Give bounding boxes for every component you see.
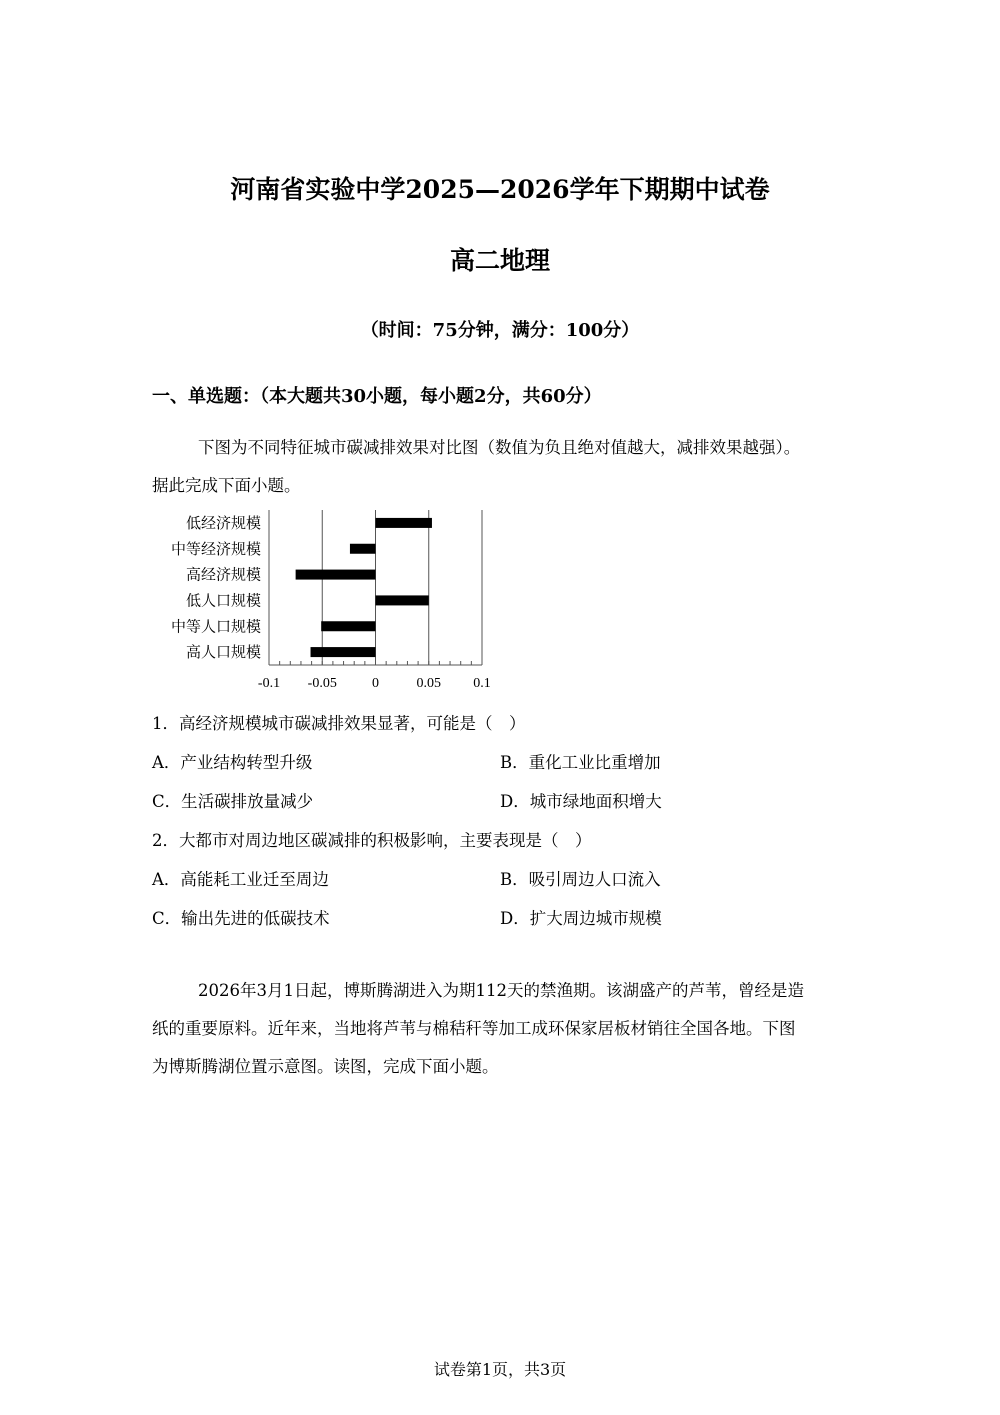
exam-title: 河南省实验中学2025—2026学年下期期中试卷 [230,175,770,204]
category-label: 低人口规模 [185,591,261,610]
category-label: 低经济规模 [185,513,261,532]
q1-option-b[interactable]: B．重化工业比重增加 [500,753,661,772]
intro-line-2: 据此完成下面小题。 [152,476,301,495]
q1-option-d[interactable]: D．城市绿地面积增大 [500,792,662,811]
tick-label: -0.05 [307,676,337,691]
intro-line-1: 下图为不同特征城市碳减排效果对比图（数值为负且绝对值越大，减排效果越强）。 [198,438,801,457]
tick-label: 0.1 [473,676,491,691]
chart-grid [269,510,482,665]
bar [376,595,429,605]
q1-option-c[interactable]: C．生活碳排放量减少 [152,792,314,811]
page-footer: 试卷第1页，共3页 [433,1360,567,1379]
tick-label: 0.05 [416,676,441,691]
group2-intro [152,972,857,1086]
category-label: 中等人口规模 [170,617,261,636]
subject-title: 高二地理 [449,246,550,275]
q1-option-a[interactable]: A．产业结构转型升级 [152,753,313,772]
group1-intro [152,429,857,505]
chart-category-labels [171,514,261,661]
bar [311,647,376,657]
group2-line-2: 纸的重要原料。近年来，当地将芦苇与棉秸秆等加工成环保家居板材销往全国各地。下图 [152,1019,796,1038]
q2-option-d[interactable]: D．扩大周边城市规模 [500,909,662,928]
chart-bars [296,518,432,657]
category-label: 高人口规模 [185,643,261,662]
category-label: 高经济规模 [185,565,261,584]
carbon-reduction-chart [152,505,512,697]
bar [296,570,376,580]
q2-option-b[interactable]: B．吸引周边人口流入 [500,870,661,889]
q2-option-c[interactable]: C．输出先进的低碳技术 [152,909,330,928]
question-1-stem: 1．高经济规模城市碳减排效果显著，可能是（ ） [152,714,526,733]
time-info: （时间：75分钟，满分：100分） [360,320,640,341]
tick-label: -0.1 [257,676,281,691]
group2-line-3: 为博斯腾湖位置示意图。读图，完成下面小题。 [152,1057,499,1076]
group2-line-1: 2026年3月1日起，博斯腾湖进入为期112天的禁渔期。该湖盛产的芦苇，曾经是造 [198,981,804,1000]
chart-tick-labels [258,676,491,691]
tick-label: 0 [372,676,379,691]
bar [350,544,376,554]
q2-option-a[interactable]: A．高能耗工业迁至周边 [152,870,329,889]
bar [376,518,432,528]
bar [321,621,375,631]
section-heading: 一、单选题：（本大题共30小题，每小题2分，共60分） [152,386,602,407]
question-2-stem: 2．大都市对周边地区碳减排的积极影响，主要表现是（ ） [152,831,592,850]
category-label: 中等经济规模 [170,539,261,558]
